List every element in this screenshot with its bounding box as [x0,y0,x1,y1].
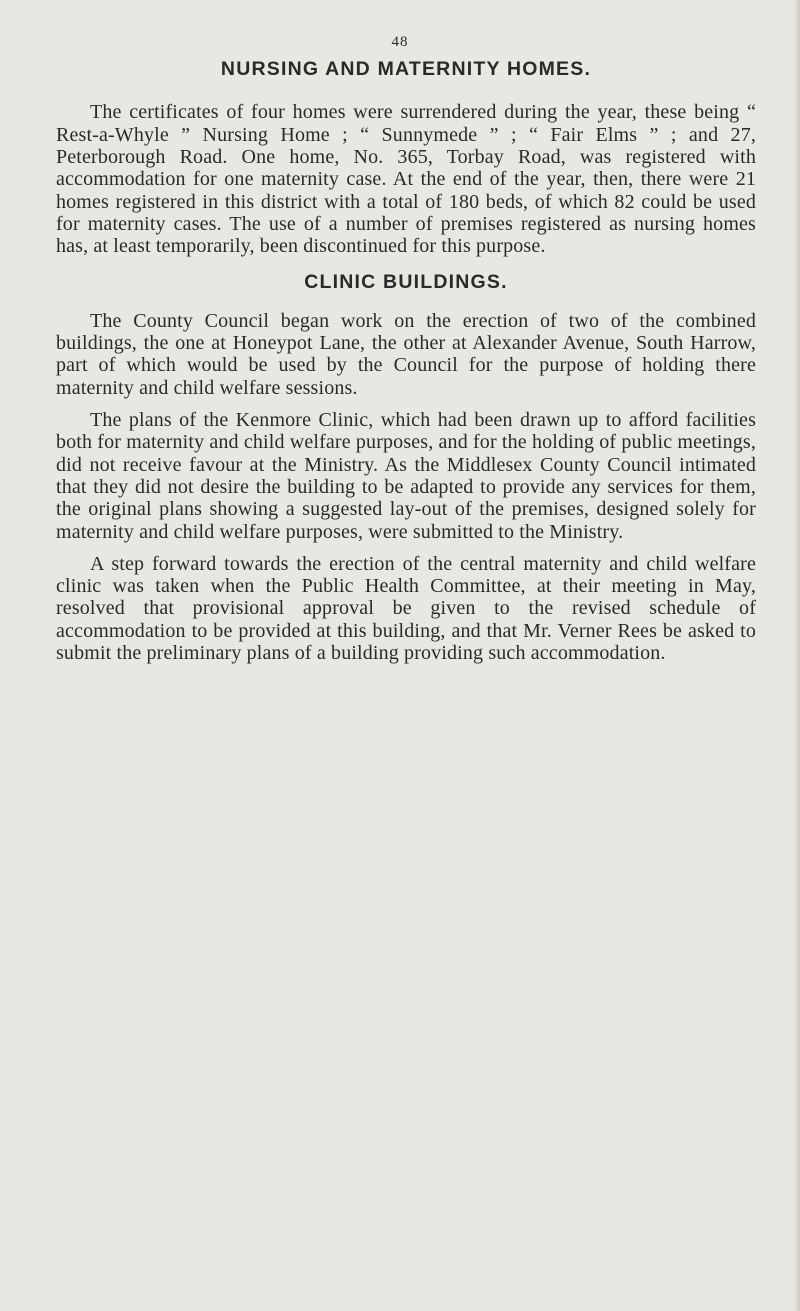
page-edge-shadow [794,0,800,1311]
paragraph-combined-buildings: The County Council began work on the erection of two of the combined buildings, the one at Honeypot Lane, the other at Alexander Avenue, South Harrow, part of which would be used by the Council for the purpose of holding there maternity and child welfare sessions. [56,309,756,399]
section-heading-clinic-buildings: CLINIC BUILDINGS. [304,271,508,294]
paragraph-kenmore-clinic: The plans of the Kenmore Clinic, which had been drawn up to afford facilities both for maternity and child welfare purposes, and for the holding of public meetings, did not receive favour at the Ministry. As the Middlesex County Council intimated that they did not desire the building to be adapted to provide any services for them, the original plans showing a suggested lay-out of the premises, designed solely for maternity and child welfare purposes, were submitted to the Ministry. [56,409,756,543]
paragraph-nursing-homes: The certificates of four homes were surrendered during the year, these being “ Rest-a-Whyle ” Nursing Home ; “ Sunnymede ” ; “ Fair Elms ” ; and 27, Peterborough Road. One home, No. 365, Torbay Road, was registered with accommodation for one maternity case. At the end of the year, then, there were 21 homes registered in this district with a total of 180 beds, of which 82 could be used for maternity cases. The use of a number of premises registered as nursing homes has, at least temporarily, been discontinued for this purpose. [56,101,756,258]
section-heading-nursing-maternity-homes: NURSING AND MATERNITY HOMES. [220,58,592,80]
page-content [56,58,756,674]
page-number: 48 [391,34,409,50]
paragraph-central-clinic: A step forward towards the erection of the central maternity and child welfare clinic was taken when the Public Health Committee, at their meeting in May, resolved that provisional approval be given to the revised schedule of accommodation to be provided at this building, and that Mr. Verner Rees be asked to submit the preliminary plans of a building providing such accommodation. [56,552,756,665]
